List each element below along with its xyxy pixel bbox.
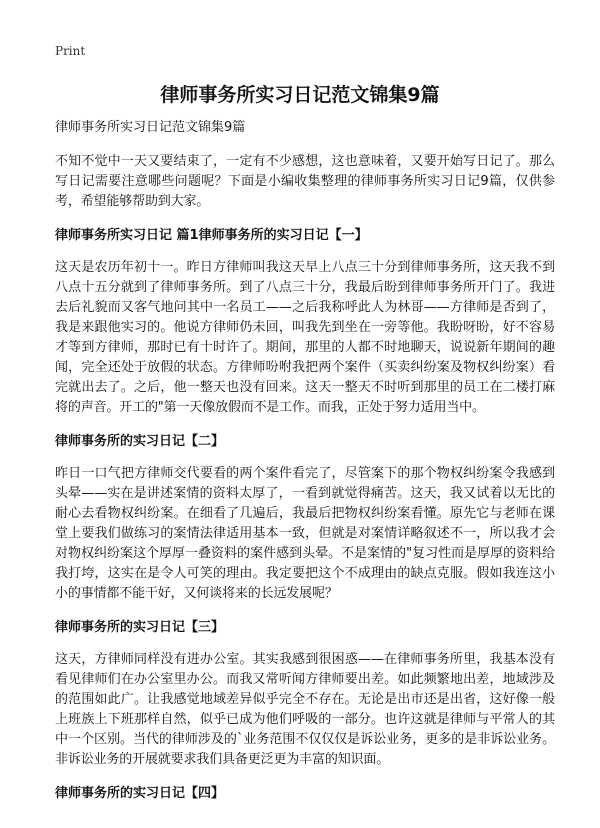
document-subtitle: 律师事务所实习日记范文锦集9篇 bbox=[55, 120, 246, 135]
section-body-1: 这天是农历年初十一。昨日方律师叫我这天早上八点三十分到律师事务所，这天我不到八点十五分就到了律师事务所。到了八点三十分，我最后盼到律师事务所开门了。我进去后礼貌而又客气地问其中一名员工——之后我称呼此人为林哥——方律师是否到了，我是来跟他实习的。他说方律师仍未回，叫我先到坐在一旁等他。我盼呀盼，好不容易才等到方律师，那时已有十时许了。期间，那里的人都不时地聊天，说说新年期间的趣闻，完全还处于放假的状态。方律师吩咐我把两个案件（买卖纠纷案及物权纠纷案）看完就出去了。之后，他一整天也没有回来。这天一整天不时听到那里的员工在二楼打麻将的声音。开工的"第一天像放假而不是工作。而我，正处于努力适用当中。 bbox=[55, 260, 555, 415]
document-body bbox=[55, 118, 555, 816]
page-title: 律师事务所实习日记范文锦集9篇 bbox=[160, 84, 440, 106]
section-body-2: 昨日一口气把方律师交代要看的两个案件看完了，尽管案下的那个物权纠纷案令我感到头晕——实在是讲述案情的资料太厚了，一看到就觉得痛苦。这天，我又试着以无比的耐心去看物权纠纷案。在细看了几遍后，我最后把物权纠纷案看懂。原先它与老师在课堂上要我们做练习的案情法律适用基本一致，但就是对案情详略叙述不一，所以我才会对物权纠纷案这个厚厚一叠资料的案件感到头晕。不是案情的"复习性而是厚厚的资料给我打垮，这实在是令人可笑的理由。我定要把这个不成理由的缺点克服。假如我连这小小的事情都不能干好，又何谈将来的长远发展呢？ bbox=[55, 466, 555, 601]
intro-paragraph: 不知不觉中一天又要结束了，一定有不少感想，这也意味着，又要开始写日记了。那么写日记需要注意哪些问题呢？下面是小编收集整理的律师事务所实习日记9篇，仅供参考，希望能够帮助到大家。 bbox=[55, 154, 555, 209]
section-heading-3: 律师事务所的实习日记【三】 bbox=[55, 620, 225, 635]
section-heading-1: 律师事务所实习日记 篇1律师事务所的实习日记【一】 bbox=[55, 228, 368, 243]
print-link[interactable]: Print bbox=[55, 44, 86, 58]
section-heading-2: 律师事务所的实习日记【二】 bbox=[55, 434, 225, 449]
section-body-3: 这天，方律师同样没有进办公室。其实我感到很困惑——在律师事务所里，我基本没有看见律师们在办公室里办公。而我又常听闻方律师要出差。如此频繁地出差，地域涉及的范围如此广。让我感觉地域差异似乎完全不存在。无论是出市还是出省，这好像一般上班族上下班那样自然，似乎已成为他们呼吸的一部分。也许这就是律师与平常人的其中一个区别。当代的律师涉及的`业务范围不仅仅仅是诉讼业务，更多的是非诉讼业务。非诉讼业务的开展就要求我们具备更泛更为丰富的知识面。 bbox=[55, 652, 555, 767]
section-heading-4: 律师事务所的实习日记【四】 bbox=[55, 786, 225, 801]
